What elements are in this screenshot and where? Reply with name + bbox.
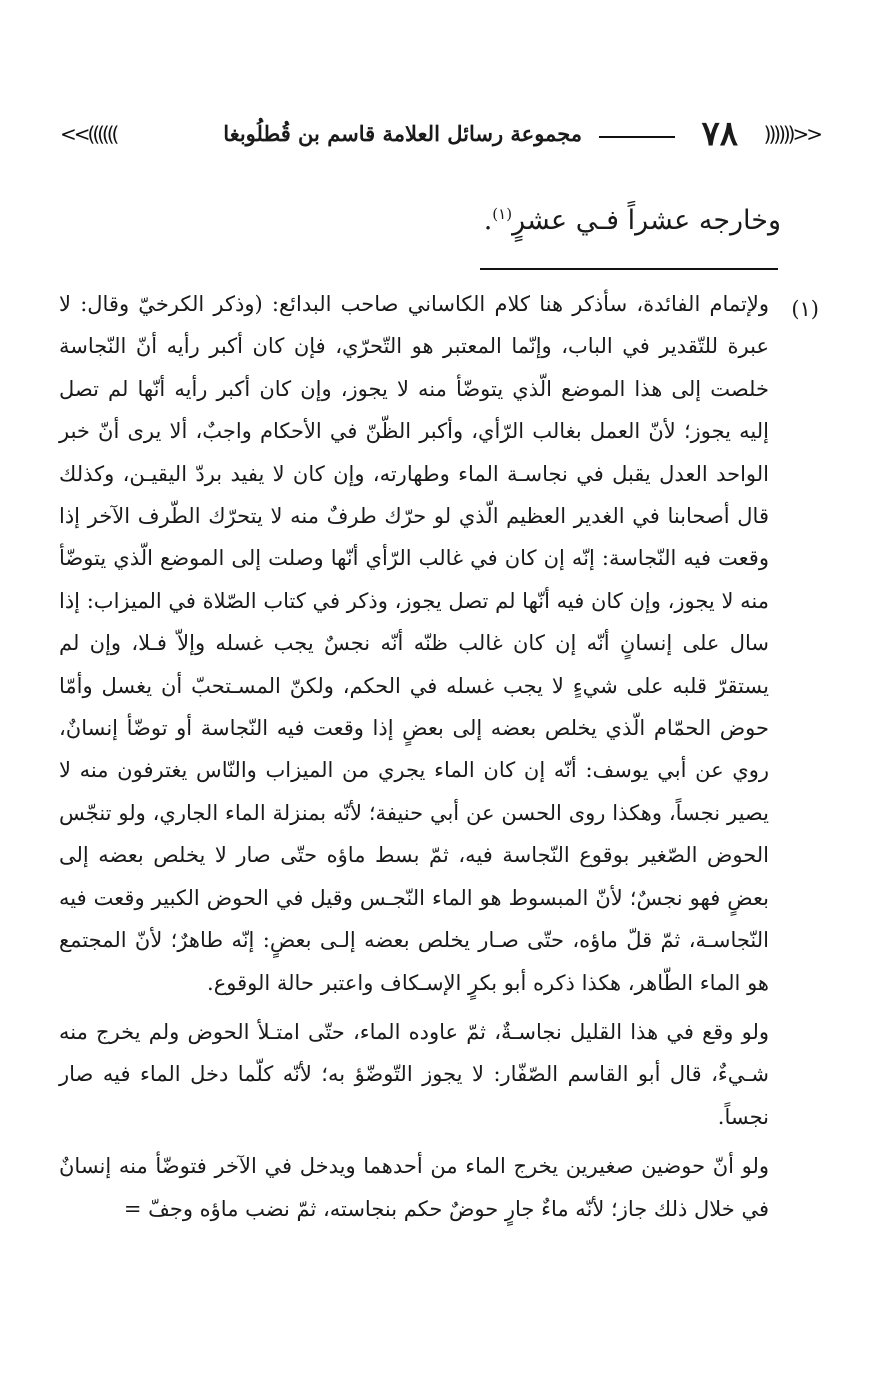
footnote-paragraph: ولو وقع في هذا القليل نجاسـةٌ، ثمّ عاوده الماء، حتّى امتـلأ الحوض ولم يخرج منه شـيءٌ، قال أبو القاسم الصّفّار: لا يجوز التّوضّؤ به؛ لأنّه كلّما دخل الماء فيه صار نجساً. <box>59 1019 769 1129</box>
footnote-body <box>59 283 769 1230</box>
footnote-separator <box>480 268 778 270</box>
footnote <box>59 283 819 1230</box>
main-text <box>91 192 781 243</box>
page-header <box>60 112 820 156</box>
main-text-period: . <box>483 205 493 236</box>
running-title: مجموعة رسائل العلامة قاسم بن قُطلُوبغا <box>223 121 582 146</box>
main-text-line: وخارجه عشراً فـي عشرٍ <box>512 205 781 236</box>
header-ornament-left: ))))))>> <box>60 122 117 146</box>
footnote-number: (١) <box>791 297 819 321</box>
header-ornament-right: <<(((((( <box>763 122 820 146</box>
header-rule <box>599 136 675 138</box>
footnote-paragraph: ولو أنّ حوضين صغيرين يخرج الماء من أحدهما ويدخل في الآخر فتوضّأ منه إنسانٌ في خلال ذلك جاز؛ لأنّه ماءٌ جارٍ حوضٌ حكم بنجاسته، ثمّ نضب ماؤه وجفّ = <box>59 1154 769 1221</box>
footnote-paragraph: ولإتمام الفائدة، سأذكر هنا كلام الكاساني صاحب البدائع: (وذكر الكرخيّ وقال: لا عبرة للتّقدير في الباب، وإنّما المعتبر هو التّحرّي، فإن كان أكبر رأيه أنّ النّجاسة خلصت إلى هذا الموضع الّذي يتوضّأ منه لا يجوز، وإن كان أكبر رأيه أنّها لم تصل إليه يجوز؛ لأنّ العمل بغالب الرّأي، وأكبر الظّنّ في الأحكام واجبٌ، ألا يرى أنّ خبر الواحد العدل يقبل في نجاسـة الماء وطهارته، وإن كان لا يفيد بردّ اليقيـن، وكذلك قال أصحابنا في الغدير العظيم الّذي لو حرّك طرفٌ منه لا يتحرّك الطّرف الآخر إذا وقعت فيه النّجاسة: إنّه إن كان في غالب الرّأي أنّها وصلت إلى الموضع الّذي يتوضّأ منه لا يجوز، وإن كان فيه أنّها لم تصل يجوز، وذكر في كتاب الصّلاة في الميزاب: إذا سال على إنسانٍ أنّه إن كان غالب ظنّه أنّه نجسٌ يجب غسله وإلاّ فـلا، وإن لم يستقرّ قلبه على شيءٍ لا يجب غسله في الحكم، ولكنّ المسـتحبّ أن يغسل وأمّا حوض الحمّام الّذي يخلص بعضه إلى بعضٍ إذا وقعت فيه النّجاسة أو توضّأ إنسانٌ، روي عن أبي يوسف: أنّه إن كان الماء يجري من الميزاب والنّاس يغترفون منه لا يصير نجساً، وهكذا روى الحسن عن أبي حنيفة؛ لأنّه بمنزلة الماء الجاري، ولو تنجّس الحوض الصّغير بوقوع النّجاسة فيه، ثمّ بسط ماؤه حتّى صار لا يخلص بعضه إلى بعضٍ فهو نجسٌ؛ لأنّ المبسوط هو الماء النّجـس وقيل في الحوض الكبير وقعت فيه النّجاسـة، ثمّ قلّ ماؤه، حتّى صـار يخلص بعضه إلـى بعضٍ: إنّه طاهرٌ؛ لأنّ المجتمع هو الماء الطّاهر، هكذا ذكره أبو بكرٍ الإسـكاف واعتبر حالة الوقوع. <box>59 292 769 995</box>
page-number: ٧٨ <box>701 114 738 154</box>
footnote-reference: (١) <box>492 205 513 223</box>
